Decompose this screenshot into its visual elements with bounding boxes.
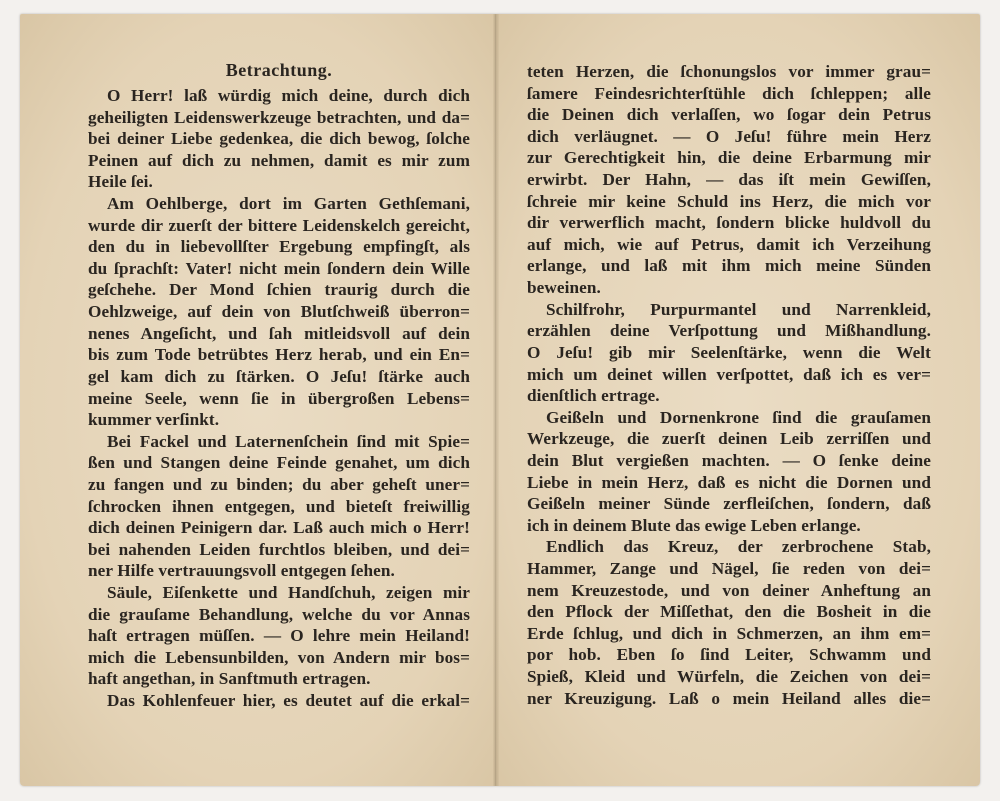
text-line: Geißeln meiner Sünde zerfleiſchen, ſondern, daß [527,494,931,514]
left-text-column [88,85,470,712]
text-line: auf mich, wie auf Petrus, damit ich Verzeihung [527,234,931,254]
text-line: Säule, Eiſenkette und Handſchuh, zeigen mir [107,583,470,603]
text-line: teten Herzen, die ſchonungslos vor immer grau= [527,62,931,81]
text-line: gel kam dich zu ſtärken. O Jeſu! ſtärke auch [88,366,470,386]
text-line: Liebe in mein Herz, daß es nicht die Dornen und [527,472,931,492]
text-line: O Herr! laß würdig mich deine, durch dich [107,86,470,105]
text-line: Am Oehlberge, dort im Garten Gethſemani, [107,194,470,214]
text-line: Schilfrohr, Purpurmantel und Narrenkleid, [546,299,931,319]
text-line: Werkzeuge, die zuerſt deinen Leib zerriſſen und [527,429,931,449]
text-line: mich die Lebensunbilden, von Andern mir bos= [88,647,470,667]
text-line: Spieß, Kleid und Würfeln, die Zeichen von dei= [527,667,931,687]
text-line: dienſtlich ertrage. [527,386,660,406]
text-line: Das Kohlenfeuer hier, es deutet auf die erkal= [107,691,470,711]
page-fold [493,14,499,786]
text-line: ſchrocken ihnen entgegen, und bieteſt freiwillig [88,496,470,516]
text-line: ner Hilfe vertrauungsvoll entgegen ſehen. [88,561,395,581]
text-line: zur Gerechtigkeit hin, die deine Erbarmung mir [527,148,931,168]
text-line: dein Blut vergießen machten. — O ſenke deine [527,450,931,470]
text-line: ſamere Feindesrichterſtühle dich ſchleppen; alle [527,83,931,103]
text-line: Erde ſchlug, und dich in Schmerzen, an ihm em= [527,623,931,643]
text-line: ich in deinem Blute das ewige Leben erlange. [527,515,861,535]
text-line: ſchreie mir keine Schuld ins Herz, die mich vor [527,191,931,211]
text-line: Heile ſei. [88,172,153,192]
text-line: Peinen auf dich zu nehmen, damit es mir zum [88,150,470,170]
text-line: haft angethan, in Sanftmuth ertragen. [88,669,371,689]
text-line: du ſprachſt: Vater! nicht mein ſondern dein Wille [88,258,470,278]
text-line: ner Kreuzigung. Laß o mein Heiland alles die= [527,688,931,708]
text-line: dich deinen Peinigern dar. Laß auch mich o Herr! [88,518,470,538]
text-line: dich verläugnet. — O Jeſu! führe mein Herz [527,126,931,146]
text-line: Hammer, Zange und Nägel, ſie reden von dei= [527,559,931,579]
text-line: mich um deinet willen verſpottet, daß ich es ver= [527,364,931,384]
text-line: Oehlzweige, auf dein von Blutſchweiß überron= [88,302,470,322]
text-line: wurde dir zuerſt der bittere Leidenskelch gereicht, [88,215,470,235]
text-line: ßen und Stangen deine Feinde genahet, um dich [88,453,470,473]
text-line: O Jeſu! gib mir Seelenſtärke, wenn die Welt [527,342,931,362]
text-line: erlange, und laß mit ihm mich meine Sünden [527,256,931,276]
text-line: Geißeln und Dornenkrone ſind die grauſamen [546,407,931,427]
text-line: bis zum Tode betrübtes Herz herab, und ein En= [88,345,470,365]
text-line: den Pflock der Miſſethat, den die Bosheit in die [527,602,931,622]
text-line: beweinen. [527,278,601,298]
text-line: bei nahenden Leiden furchtlos bleiben, und dei= [88,539,470,559]
text-line: haſt ertragen müſſen. — O lehre mein Heiland! [88,626,470,646]
text-line: bei deiner Liebe gedenkea, die dich bewog, ſolche [88,129,470,149]
text-line: geſchehe. Der Mond ſchien traurig durch die [88,280,470,300]
text-line: zu fangen und zu binden; du aber geheſt uner= [88,474,470,494]
text-line: erwirbt. Der Hahn, — das iſt mein Gewiſſen, [527,170,931,190]
text-line: dir verwerflich macht, ſondern blicke huldvoll du [527,213,931,233]
text-line: Endlich das Kreuz, der zerbrochene Stab, [546,537,931,557]
text-line: erzählen deine Verſpottung und Mißhandlung. [527,321,931,341]
text-line: meine Seele, wenn ſie in übergroßen Lebens= [88,388,470,408]
text-line: Bei Fackel und Laternenſchein ſind mit Spie= [107,431,470,451]
text-line: den du in liebevollſter Ergebung empfingſt, als [88,237,470,257]
text-line: nenes Angeſicht, und ſah mitleidsvoll auf dein [88,323,470,343]
text-line: die grauſame Behandlung, welche du vor Annas [88,604,470,624]
right-text-column [527,61,931,709]
text-line: die Deinen dich verlaſſen, wo ſogar dein Petrus [527,105,931,125]
text-line: kummer verſinkt. [88,410,220,430]
page-title: Betrachtung. [225,60,333,80]
text-line: geheiligten Leidenswerkzeuge betrachten, und da= [88,107,470,127]
text-line: por hob. Eben ſo ſind Leiter, Schwamm und [527,645,931,665]
text-line: nem Kreuzestode, und von deiner Anheftung an [527,580,931,600]
